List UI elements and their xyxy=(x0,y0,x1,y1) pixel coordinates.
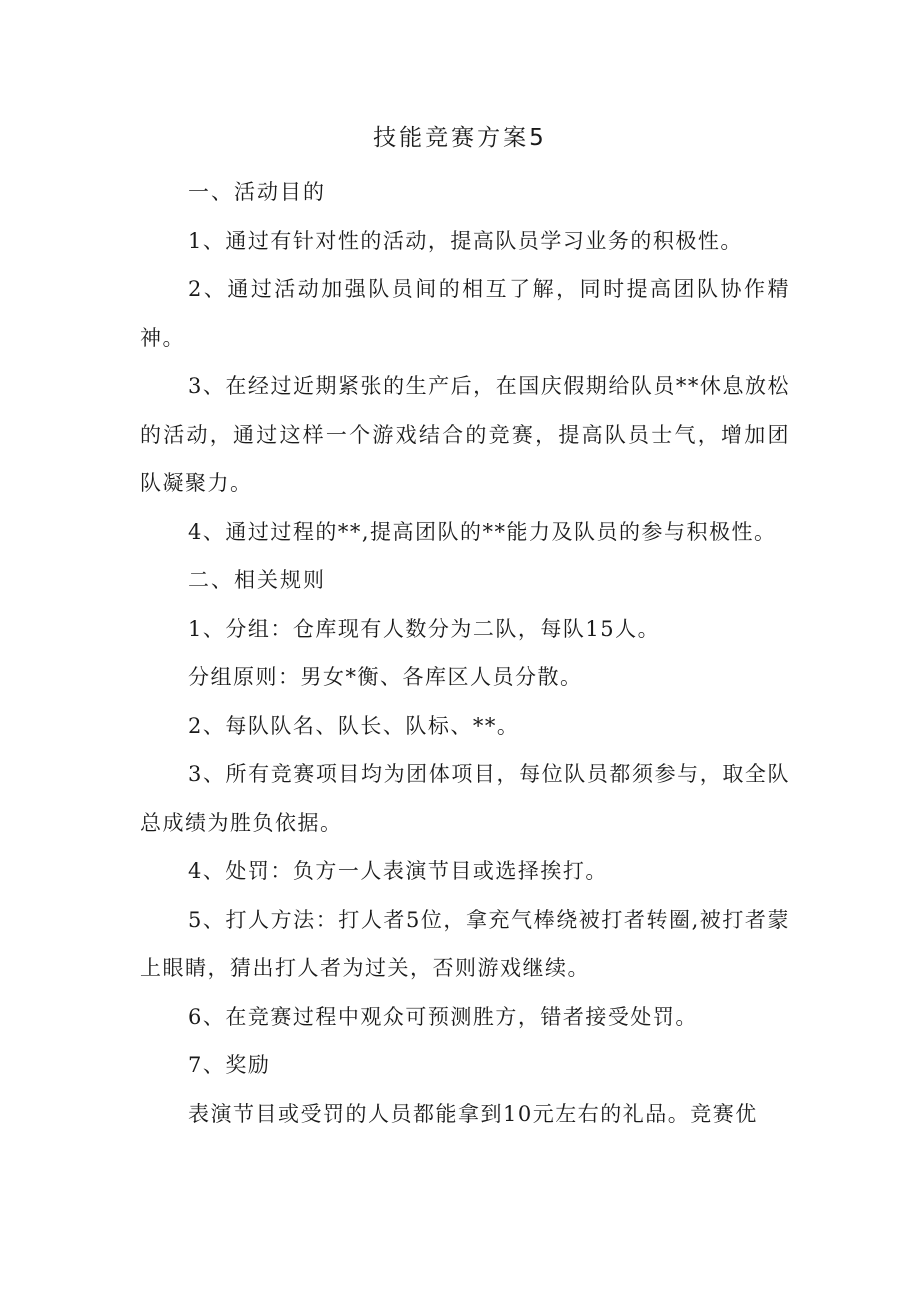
paragraph: 1、通过有针对性的活动，提高队员学习业务的积极性。 xyxy=(188,228,743,253)
paragraph: 3、所有竞赛项目均为团体项目，每位队员都须参与，取全队总成绩为胜负依据。 xyxy=(140,762,790,835)
paragraph: 2、每队队名、队长、队标、**。 xyxy=(188,713,520,738)
paragraph: 1、分组：仓库现有人数分为二队，每队15人。 xyxy=(188,616,661,641)
paragraph: 5、打人方法：打人者5位，拿充气棒绕被打者转圈,被打者蒙上眼睛，猜出打人者为过关，否则游戏继续。 xyxy=(140,907,790,980)
paragraph: 分组原则：男女*衡、各库区人员分散。 xyxy=(188,665,583,689)
section-heading: 二、相关规则 xyxy=(188,568,326,592)
paragraph: 表演节目或受罚的人员都能拿到10元左右的礼品。竞赛优 xyxy=(188,1101,758,1126)
paragraph: 7、奖励 xyxy=(188,1053,271,1077)
paragraph: 3、在经过近期紧张的生产后，在国庆假期给队员**休息放松的活动，通过这样一个游戏结合的竞赛，提高队员士气，增加团队凝聚力。 xyxy=(140,374,790,495)
paragraph: 4、通过过程的**,提高团队的**能力及队员的参与积极性。 xyxy=(188,519,777,544)
section-heading: 一、活动目的 xyxy=(188,180,326,204)
document-title: 技能竞赛方案5 xyxy=(373,125,547,151)
paragraph: 4、处罚：负方一人表演节目或选择挨打。 xyxy=(188,859,608,883)
document-body xyxy=(140,168,790,1138)
paragraph: 2、通过活动加强队员间的相互了解，同时提高团队协作精神。 xyxy=(140,277,790,350)
paragraph: 6、在竞赛过程中观众可预测胜方，错者接受处罚。 xyxy=(188,1004,698,1029)
